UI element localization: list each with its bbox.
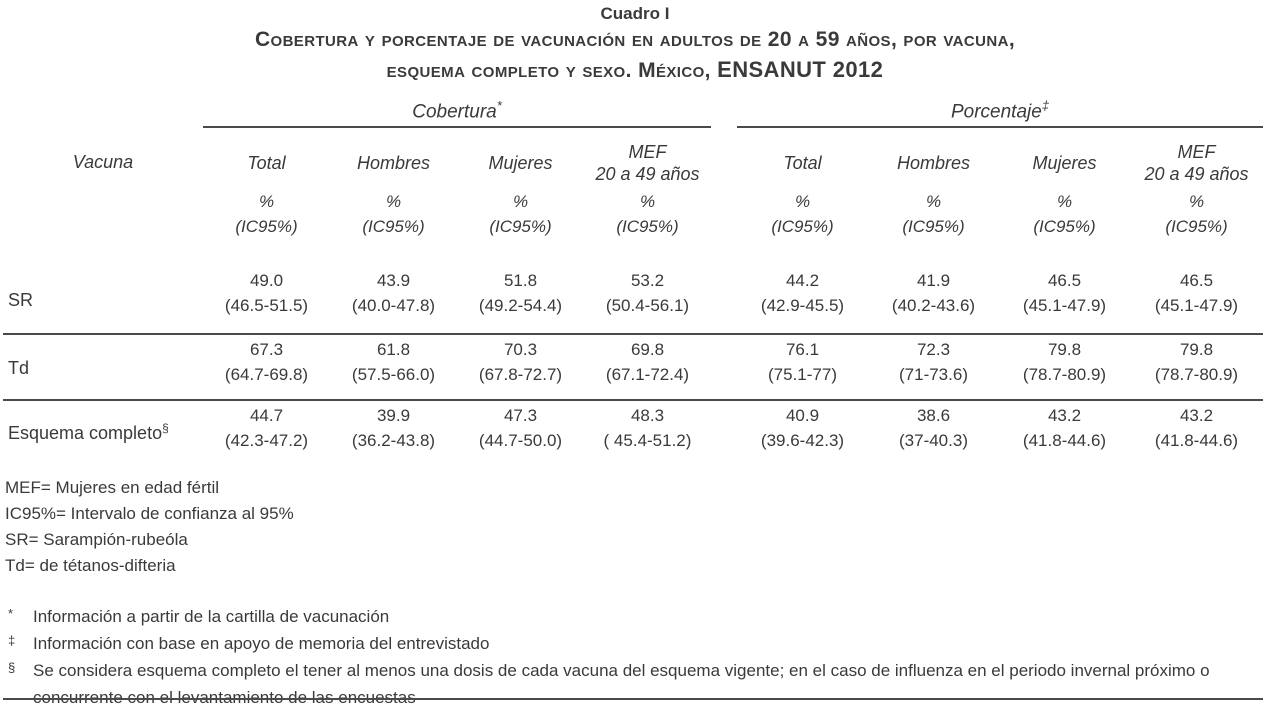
definition-mef: MEF= Mujeres en edad fértil [5, 478, 220, 498]
column-gap [711, 400, 737, 464]
cell-sr-porcentaje-mujeres: 46.5 (45.1-47.9) [999, 266, 1130, 334]
cell-td-porcentaje-mujeres: 79.8 (78.7-80.9) [999, 334, 1130, 400]
table-title-line2-text: esquema completo y sexo. México, [386, 59, 718, 82]
ic95-label: (IC95%) [1033, 217, 1096, 237]
col-label: Mujeres [1032, 153, 1097, 174]
cobertura-footnote-marker: * [496, 98, 502, 113]
cell-eq-porcentaje-total: 40.9 (39.6-42.3) [760, 406, 845, 451]
footnote-marker: ‡ [8, 633, 16, 649]
ic95-label: (IC95%) [616, 217, 679, 237]
table-row-td [3, 334, 1263, 400]
ic95-label: (IC95%) [1165, 217, 1228, 237]
footnote-section [5, 657, 1250, 710]
bottom-rule [3, 698, 1263, 700]
cell-td-cobertura-mujeres: 70.3 (67.8-72.7) [457, 334, 584, 400]
ic95-label: (IC95%) [489, 217, 552, 237]
footnote-marker: § [8, 660, 16, 676]
table-title-line2-emphasis: ENSANUT 2012 [717, 57, 884, 82]
cell-sr-porcentaje-hombres: 41.9 (40.2-43.6) [868, 266, 999, 334]
percent-symbol: % [1056, 192, 1073, 212]
cell-sr-cobertura-mef: 53.2 (50.4-56.1) [584, 266, 711, 334]
cell-eq-cobertura-hombres: 39.9 (36.2-43.8) [351, 406, 436, 451]
vacuna-label: Vacuna [72, 152, 134, 173]
cell-sr-porcentaje-total: 44.2 (42.9-45.5) [737, 266, 868, 334]
percent-symbol: % [925, 192, 942, 212]
column-header-porcentaje-total [737, 127, 868, 239]
footnote-text: Información con base en apoyo de memoria del entrevistado [33, 634, 490, 654]
cell-td-cobertura-mef: 69.8 (67.1-72.4) [584, 334, 711, 400]
footnote-asterisk [5, 603, 1250, 630]
footnote-text: Se considera esquema completo el tener al menos una dosis de cada vacuna del esquema vigente; en el caso de influenza en el periodo invernal próximo o concurrente con el levantamiento de las encuestas [33, 661, 1210, 708]
porcentaje-footnote-marker: ‡ [1041, 98, 1050, 113]
column-gap [711, 98, 737, 127]
abbreviation-definitions [5, 475, 1270, 579]
col-label: Mujeres [488, 153, 553, 174]
column-gap [711, 334, 737, 400]
group-header-porcentaje [737, 98, 1263, 127]
cell-td-cobertura-total: 67.3 (64.7-69.8) [203, 334, 330, 400]
col-label-line2: 20 a 49 años [595, 164, 700, 185]
col-label: Hombres [896, 153, 971, 174]
table-title-line2 [0, 55, 1270, 86]
vaccination-table [3, 98, 1263, 464]
col-label: MEF [1177, 142, 1216, 163]
col-label-line2: 20 a 49 años [1144, 164, 1249, 185]
cell-td-porcentaje-total: 76.1 (75.1-77) [737, 334, 868, 400]
definition-ic95: IC95%= Intervalo de confianza al 95% [5, 504, 294, 524]
footnotes [5, 603, 1270, 710]
cell-sr-cobertura-mujeres: 51.8 (49.2-54.4) [457, 266, 584, 334]
cell-eq-porcentaje-mef: 43.2 (41.8-44.6) [1154, 406, 1239, 451]
cell-eq-cobertura-mef: 48.3 ( 45.4-51.2) [603, 406, 692, 451]
ic95-label: (IC95%) [771, 217, 834, 237]
cell-eq-cobertura-total: 44.7 (42.3-47.2) [224, 406, 309, 451]
table-row-sr [3, 266, 1263, 334]
header-body-spacer [3, 239, 1263, 266]
cell-td-cobertura-hombres: 61.8 (57.5-66.0) [330, 334, 457, 400]
column-header-cobertura-hombres [330, 127, 457, 239]
percent-symbol: % [1188, 192, 1205, 212]
definition-sr: SR= Sarampión-rubeóla [5, 530, 188, 550]
percent-symbol: % [639, 192, 656, 212]
group-header-cobertura [203, 98, 711, 127]
col-label: Hombres [356, 153, 431, 174]
column-header-row [3, 127, 1263, 239]
column-gap [711, 266, 737, 334]
ic95-label: (IC95%) [362, 217, 425, 237]
table-row-esquema-completo [3, 400, 1263, 464]
percent-symbol: % [512, 192, 529, 212]
cell-sr-cobertura-total: 49.0 (46.5-51.5) [203, 266, 330, 334]
ic95-label: (IC95%) [235, 217, 298, 237]
cell-eq-porcentaje-mujeres: 43.2 (41.8-44.6) [1022, 406, 1107, 451]
col-label: MEF [628, 142, 667, 163]
cell-sr-cobertura-hombres: 43.9 (40.0-47.8) [330, 266, 457, 334]
cell-eq-cobertura-mujeres: 47.3 (44.7-50.0) [478, 406, 563, 451]
table-title-block [0, 0, 1270, 86]
row-label-sr: SR [3, 266, 203, 334]
row-label-esquema-completo: Esquema completo§ [8, 421, 169, 444]
definition-td: Td= de tétanos-difteria [5, 556, 176, 576]
cell-td-porcentaje-mef: 79.8 (78.7-80.9) [1130, 334, 1263, 400]
ic95-label: (IC95%) [902, 217, 965, 237]
column-header-vacuna [3, 127, 203, 239]
table-title-line1: Cobertura y porcentaje de vacunación en adultos de 20 a 59 años, por vacuna, [254, 28, 1016, 51]
cell-td-porcentaje-hombres: 72.3 (71-73.6) [868, 334, 999, 400]
group-header-empty [3, 98, 203, 127]
col-label: Total [247, 153, 286, 174]
group-header-row [3, 98, 1263, 127]
column-header-cobertura-mef [584, 127, 711, 239]
cell-eq-porcentaje-hombres: 38.6 (37-40.3) [899, 406, 968, 451]
row-label-td: Td [3, 334, 203, 400]
group-header-cobertura-label: Cobertura [412, 101, 497, 123]
col-label: Total [783, 153, 822, 174]
column-header-cobertura-total [203, 127, 330, 239]
column-header-cobertura-mujeres [457, 127, 584, 239]
column-header-porcentaje-mef [1130, 127, 1263, 239]
cell-sr-porcentaje-mef: 46.5 (45.1-47.9) [1130, 266, 1263, 334]
percent-symbol: % [258, 192, 275, 212]
footnote-marker: * [8, 606, 14, 622]
footnote-text: Información a partir de la cartilla de vacunación [33, 607, 390, 627]
table-number: Cuadro I [600, 4, 670, 23]
group-header-porcentaje-label: Porcentaje [950, 101, 1042, 123]
percent-symbol: % [385, 192, 402, 212]
esquema-footnote-marker: § [162, 421, 169, 436]
column-gap [711, 127, 737, 239]
column-header-porcentaje-mujeres [999, 127, 1130, 239]
percent-symbol: % [794, 192, 811, 212]
column-header-porcentaje-hombres [868, 127, 999, 239]
footnote-dagger [5, 630, 1250, 657]
